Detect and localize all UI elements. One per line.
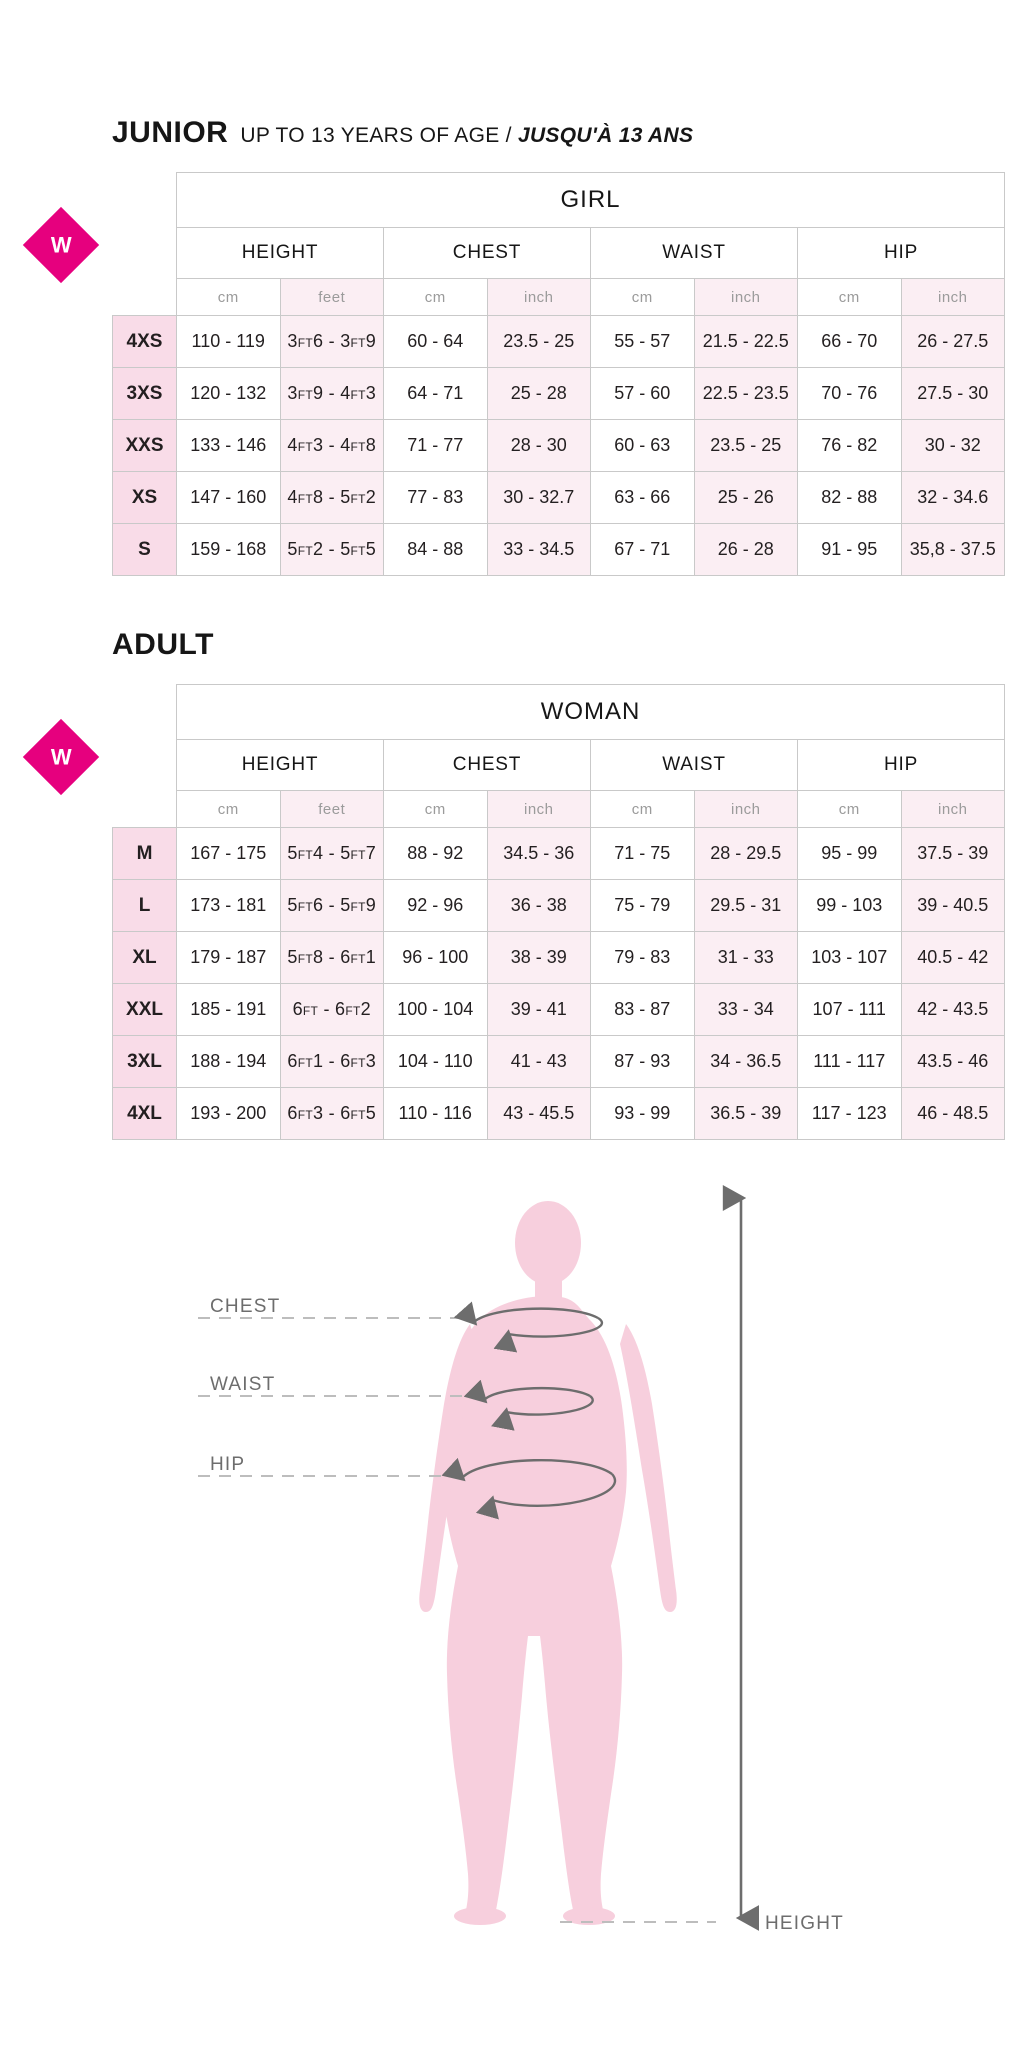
- table-row: [113, 1088, 1005, 1140]
- cell: 28 - 29.5: [694, 828, 798, 880]
- adult-unit-1: feet: [280, 791, 384, 828]
- spacer-cell: [113, 228, 177, 279]
- cell: 120 - 132: [177, 368, 281, 420]
- junior-measure-chest: CHEST: [384, 228, 591, 279]
- junior-measure-hip: HIP: [798, 228, 1005, 279]
- adult-table-block: [0, 684, 1032, 1140]
- cell: 64 - 71: [384, 368, 488, 420]
- adult-unit-2: cm: [384, 791, 488, 828]
- measurement-figure: [0, 1174, 1032, 1934]
- junior-unit-6: cm: [798, 279, 902, 316]
- junior-measure-waist: WAIST: [591, 228, 798, 279]
- table-row: [113, 932, 1005, 984]
- cell: 185 - 191: [177, 984, 281, 1036]
- junior-subtitle: [240, 124, 693, 148]
- cell: 173 - 181: [177, 880, 281, 932]
- cell: 77 - 83: [384, 472, 488, 524]
- cell: 75 - 79: [591, 880, 695, 932]
- adult-size-5: 4XL: [113, 1088, 177, 1140]
- cell: 26 - 28: [694, 524, 798, 576]
- cell: 63 - 66: [591, 472, 695, 524]
- junior-table-block: [0, 172, 1032, 576]
- cell: 91 - 95: [798, 524, 902, 576]
- junior-size-0: 4XS: [113, 316, 177, 368]
- cell: 82 - 88: [798, 472, 902, 524]
- cell: 167 - 175: [177, 828, 281, 880]
- table-row: [113, 984, 1005, 1036]
- adult-measure-row: [113, 740, 1005, 791]
- cell: 70 - 76: [798, 368, 902, 420]
- cell: 37.5 - 39: [901, 828, 1005, 880]
- cell: 107 - 111: [798, 984, 902, 1036]
- junior-subtitle-fr: JUSQU'À 13 ANS: [517, 124, 694, 147]
- cell: 34 - 36.5: [694, 1036, 798, 1088]
- cell: 60 - 64: [384, 316, 488, 368]
- cell: 4FT8 - 5FT2: [280, 472, 384, 524]
- junior-measure-row: [113, 228, 1005, 279]
- junior-group-title: GIRL: [177, 173, 1005, 228]
- cell: 4FT3 - 4FT8: [280, 420, 384, 472]
- cell: 22.5 - 23.5: [694, 368, 798, 420]
- cell: 35,8 - 37.5: [901, 524, 1005, 576]
- adult-unit-4: cm: [591, 791, 695, 828]
- cell: 88 - 92: [384, 828, 488, 880]
- cell: 95 - 99: [798, 828, 902, 880]
- cell: 40.5 - 42: [901, 932, 1005, 984]
- cell: 99 - 103: [798, 880, 902, 932]
- cell: 66 - 70: [798, 316, 902, 368]
- junior-unit-7: inch: [901, 279, 1005, 316]
- junior-size-1: 3XS: [113, 368, 177, 420]
- junior-title: JUNIOR: [112, 116, 229, 149]
- cell: 71 - 77: [384, 420, 488, 472]
- cell: 83 - 87: [591, 984, 695, 1036]
- adult-badge-label: W: [50, 743, 72, 769]
- cell: 110 - 119: [177, 316, 281, 368]
- cell: 104 - 110: [384, 1036, 488, 1088]
- cell: 57 - 60: [591, 368, 695, 420]
- junior-unit-3: inch: [487, 279, 591, 316]
- junior-section-heading: [0, 0, 1032, 150]
- spacer-cell: [113, 173, 177, 228]
- adult-measure-height: HEIGHT: [177, 740, 384, 791]
- table-row: [113, 316, 1005, 368]
- spacer-cell: [113, 685, 177, 740]
- adult-size-2: XL: [113, 932, 177, 984]
- junior-group-title-row: [113, 173, 1005, 228]
- cell: 36 - 38: [487, 880, 591, 932]
- junior-measure-height: HEIGHT: [177, 228, 384, 279]
- adult-size-1: L: [113, 880, 177, 932]
- adult-group-title: WOMAN: [177, 685, 1005, 740]
- adult-unit-row: [113, 791, 1005, 828]
- cell: 76 - 82: [798, 420, 902, 472]
- table-row: [113, 880, 1005, 932]
- cell: 5FT8 - 6FT1: [280, 932, 384, 984]
- adult-unit-7: inch: [901, 791, 1005, 828]
- junior-woman-badge: [23, 207, 99, 283]
- table-row: [113, 524, 1005, 576]
- adult-size-table: [112, 684, 1005, 1140]
- cell: 39 - 41: [487, 984, 591, 1036]
- cell: 46 - 48.5: [901, 1088, 1005, 1140]
- cell: 32 - 34.6: [901, 472, 1005, 524]
- cell: 193 - 200: [177, 1088, 281, 1140]
- label-height: HEIGHT: [765, 1913, 844, 1934]
- cell: 133 - 146: [177, 420, 281, 472]
- junior-size-table: [112, 172, 1005, 576]
- cell: 103 - 107: [798, 932, 902, 984]
- table-row: [113, 828, 1005, 880]
- cell: 34.5 - 36: [487, 828, 591, 880]
- cell: 21.5 - 22.5: [694, 316, 798, 368]
- cell: 79 - 83: [591, 932, 695, 984]
- cell: 179 - 187: [177, 932, 281, 984]
- junior-badge-label: W: [50, 231, 72, 257]
- cell: 92 - 96: [384, 880, 488, 932]
- cell: 5FT2 - 5FT5: [280, 524, 384, 576]
- cell: 25 - 28: [487, 368, 591, 420]
- cell: 100 - 104: [384, 984, 488, 1036]
- cell: 33 - 34.5: [487, 524, 591, 576]
- cell: 31 - 33: [694, 932, 798, 984]
- cell: 117 - 123: [798, 1088, 902, 1140]
- cell: 96 - 100: [384, 932, 488, 984]
- adult-unit-3: inch: [487, 791, 591, 828]
- cell: 84 - 88: [384, 524, 488, 576]
- cell: 42 - 43.5: [901, 984, 1005, 1036]
- cell: 71 - 75: [591, 828, 695, 880]
- cell: 30 - 32: [901, 420, 1005, 472]
- label-chest: CHEST: [210, 1296, 281, 1317]
- junior-unit-0: cm: [177, 279, 281, 316]
- cell: 43.5 - 46: [901, 1036, 1005, 1088]
- cell: 55 - 57: [591, 316, 695, 368]
- cell: 30 - 32.7: [487, 472, 591, 524]
- adult-measure-chest: CHEST: [384, 740, 591, 791]
- cell: 28 - 30: [487, 420, 591, 472]
- cell: 25 - 26: [694, 472, 798, 524]
- cell: 5FT6 - 5FT9: [280, 880, 384, 932]
- cell: 3FT6 - 3FT9: [280, 316, 384, 368]
- cell: 33 - 34: [694, 984, 798, 1036]
- junior-subtitle-en: UP TO 13 YEARS OF AGE /: [240, 124, 512, 147]
- cell: 110 - 116: [384, 1088, 488, 1140]
- cell: 60 - 63: [591, 420, 695, 472]
- cell: 36.5 - 39: [694, 1088, 798, 1140]
- adult-unit-0: cm: [177, 791, 281, 828]
- spacer-cell: [113, 791, 177, 828]
- cell: 38 - 39: [487, 932, 591, 984]
- adult-size-3: XXL: [113, 984, 177, 1036]
- cell: 6FT - 6FT2: [280, 984, 384, 1036]
- cell: 87 - 93: [591, 1036, 695, 1088]
- cell: 26 - 27.5: [901, 316, 1005, 368]
- cell: 43 - 45.5: [487, 1088, 591, 1140]
- junior-size-3: XS: [113, 472, 177, 524]
- table-row: [113, 1036, 1005, 1088]
- adult-size-4: 3XL: [113, 1036, 177, 1088]
- cell: 6FT1 - 6FT3: [280, 1036, 384, 1088]
- table-row: [113, 420, 1005, 472]
- junior-size-2: XXS: [113, 420, 177, 472]
- cell: 39 - 40.5: [901, 880, 1005, 932]
- cell: 67 - 71: [591, 524, 695, 576]
- cell: 23.5 - 25: [694, 420, 798, 472]
- cell: 147 - 160: [177, 472, 281, 524]
- label-waist: WAIST: [210, 1374, 276, 1395]
- cell: 6FT3 - 6FT5: [280, 1088, 384, 1140]
- cell: 27.5 - 30: [901, 368, 1005, 420]
- junior-unit-row: [113, 279, 1005, 316]
- junior-unit-1: feet: [280, 279, 384, 316]
- cell: 3FT9 - 4FT3: [280, 368, 384, 420]
- cell: 93 - 99: [591, 1088, 695, 1140]
- cell: 159 - 168: [177, 524, 281, 576]
- spacer-cell: [113, 279, 177, 316]
- adult-measure-waist: WAIST: [591, 740, 798, 791]
- cell: 29.5 - 31: [694, 880, 798, 932]
- adult-unit-6: cm: [798, 791, 902, 828]
- adult-woman-badge: [23, 719, 99, 795]
- adult-title: ADULT: [112, 628, 214, 661]
- adult-measure-hip: HIP: [798, 740, 1005, 791]
- adult-group-title-row: [113, 685, 1005, 740]
- adult-unit-5: inch: [694, 791, 798, 828]
- label-hip: HIP: [210, 1454, 246, 1475]
- cell: 188 - 194: [177, 1036, 281, 1088]
- junior-unit-4: cm: [591, 279, 695, 316]
- junior-unit-2: cm: [384, 279, 488, 316]
- cell: 5FT4 - 5FT7: [280, 828, 384, 880]
- junior-unit-5: inch: [694, 279, 798, 316]
- cell: 41 - 43: [487, 1036, 591, 1088]
- table-row: [113, 368, 1005, 420]
- adult-size-0: M: [113, 828, 177, 880]
- junior-size-4: S: [113, 524, 177, 576]
- spacer-cell: [113, 740, 177, 791]
- cell: 23.5 - 25: [487, 316, 591, 368]
- cell: 111 - 117: [798, 1036, 902, 1088]
- adult-section-heading: [0, 628, 1032, 662]
- table-row: [113, 472, 1005, 524]
